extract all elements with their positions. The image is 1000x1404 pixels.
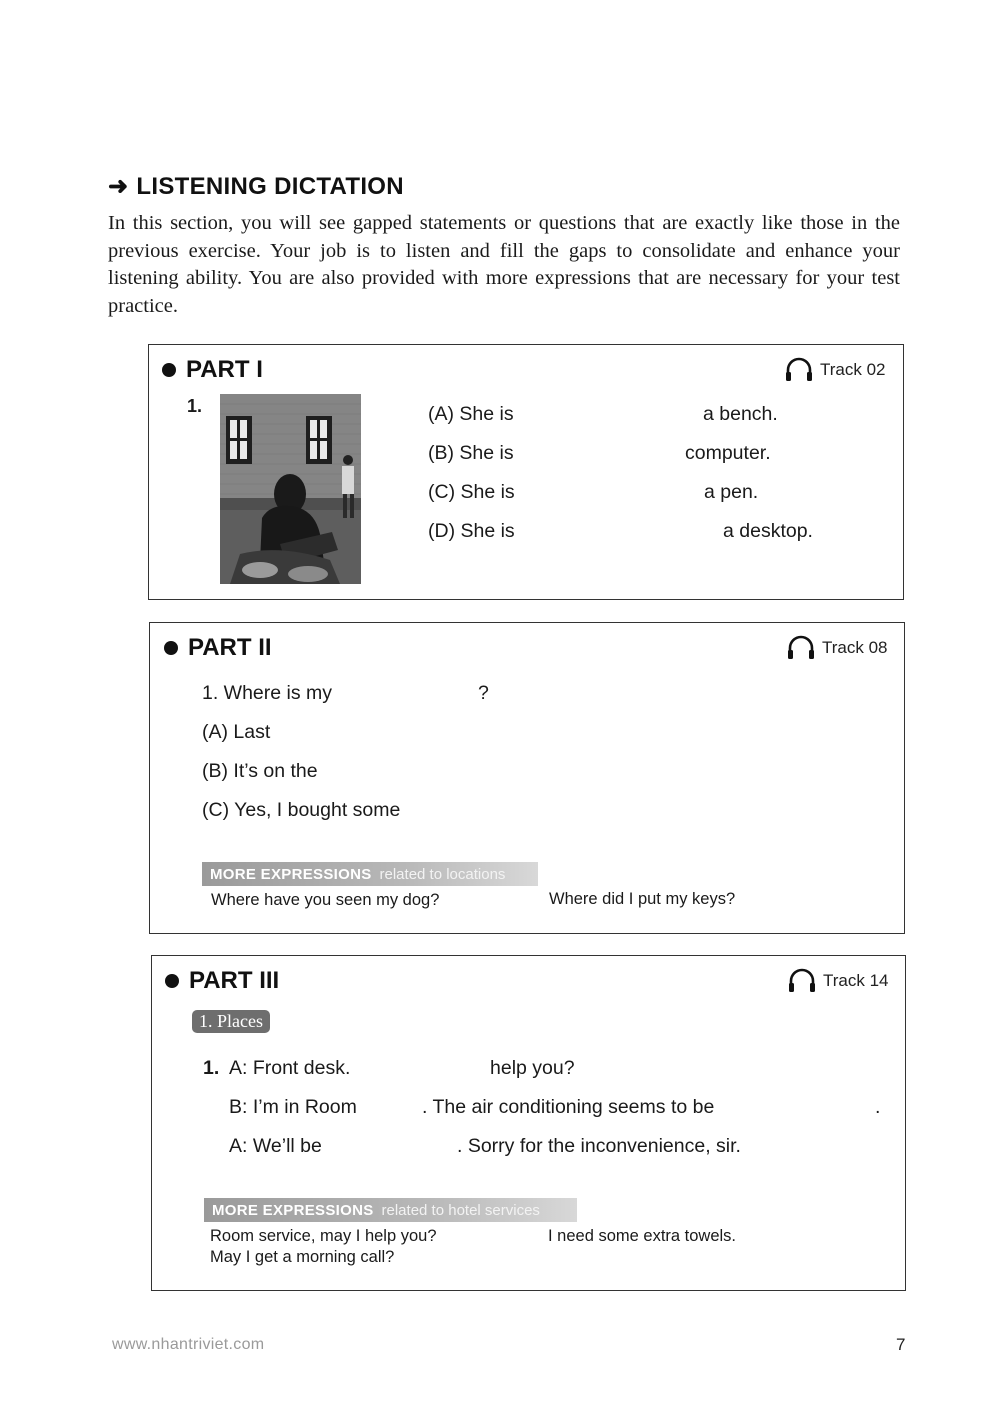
more-expressions-label: MORE EXPRESSIONS bbox=[210, 865, 372, 883]
more-expressions-topic: related to hotel services bbox=[381, 1201, 540, 1219]
part1-option-a: (A) She is bbox=[428, 403, 514, 425]
part1-header bbox=[162, 356, 263, 384]
intro-paragraph: In this section, you will see gapped statements or questions that are exactly like those in the previous exercise. Your job is to listen and fill the gaps to consolidate and enhance your listening ability. You are also provided with more expressions that are necessary for your test practice. bbox=[108, 212, 900, 317]
part2-more-expressions-bar bbox=[202, 862, 538, 886]
part2-option-a: (A) Last bbox=[202, 721, 271, 743]
woman-laptop-photo bbox=[220, 394, 361, 584]
part1-title: PART I bbox=[186, 356, 263, 383]
part2-question: 1. Where is my bbox=[202, 682, 333, 704]
headphones-icon bbox=[784, 356, 814, 384]
bullet-icon bbox=[162, 363, 176, 377]
part3-line-2-mid: . The air conditioning seems to be bbox=[422, 1096, 715, 1118]
part3-track[interactable] bbox=[787, 967, 889, 995]
more-expressions-topic: related to locations bbox=[379, 865, 506, 883]
part3-line-2: B: I’m in Room bbox=[229, 1096, 357, 1118]
section-title-text: LISTENING DICTATION bbox=[136, 172, 404, 200]
part2-option-c: (C) Yes, I bought some bbox=[202, 799, 401, 821]
part3-title: PART III bbox=[189, 967, 280, 994]
part1-option-d-end: a desktop. bbox=[723, 520, 813, 542]
part3-more-expressions-bar bbox=[204, 1198, 577, 1222]
part2-expression-1: Where have you seen my dog? bbox=[211, 891, 440, 909]
part3-line-3: A: We’ll be bbox=[229, 1135, 322, 1157]
page-number: 7 bbox=[896, 1335, 906, 1354]
part3-track-label: Track 14 bbox=[823, 971, 889, 990]
part1-option-b: (B) She is bbox=[428, 442, 514, 464]
part3-line-1: A: Front desk. bbox=[229, 1057, 351, 1079]
question-photo bbox=[220, 394, 361, 584]
more-expressions-label: MORE EXPRESSIONS bbox=[212, 1201, 374, 1219]
part3-line-2-end: . bbox=[875, 1096, 881, 1118]
part1-option-c-end: a pen. bbox=[704, 481, 759, 503]
bullet-icon bbox=[164, 641, 178, 655]
part3-number: 1. bbox=[203, 1057, 220, 1079]
part1-track-label: Track 02 bbox=[820, 360, 886, 379]
footer-url: www.nhantriviet.com bbox=[112, 1336, 265, 1353]
bullet-icon bbox=[165, 974, 179, 988]
part2-question-end: ? bbox=[478, 682, 489, 704]
section-title bbox=[108, 172, 404, 201]
part2-title: PART II bbox=[188, 634, 272, 661]
part2-option-b: (B) It’s on the bbox=[202, 760, 318, 782]
part1-option-d: (D) She is bbox=[428, 520, 515, 542]
headphones-icon bbox=[786, 634, 816, 662]
part2-header bbox=[164, 634, 272, 662]
part2-expression-2: Where did I put my keys? bbox=[549, 890, 736, 908]
part2-track[interactable] bbox=[786, 634, 888, 662]
part3-expression-2: I need some extra towels. bbox=[548, 1227, 737, 1245]
part1-option-a-end: a bench. bbox=[703, 403, 778, 425]
part1-track[interactable] bbox=[784, 356, 886, 384]
arrow-right-icon: ➜ bbox=[108, 173, 129, 200]
part3-expression-3: May I get a morning call? bbox=[210, 1248, 395, 1266]
part3-line-3-end: . Sorry for the inconvenience, sir. bbox=[457, 1135, 741, 1157]
part1-option-c: (C) She is bbox=[428, 481, 515, 503]
part2-track-label: Track 08 bbox=[822, 638, 888, 657]
part3-header bbox=[165, 967, 279, 995]
places-tag: 1. Places bbox=[192, 1010, 270, 1033]
part1-option-b-end: computer. bbox=[685, 442, 771, 464]
part3-line-1-end: help you? bbox=[490, 1057, 575, 1079]
headphones-icon bbox=[787, 967, 817, 995]
part3-expression-1: Room service, may I help you? bbox=[210, 1227, 437, 1245]
part1-q-number: 1. bbox=[187, 396, 203, 416]
